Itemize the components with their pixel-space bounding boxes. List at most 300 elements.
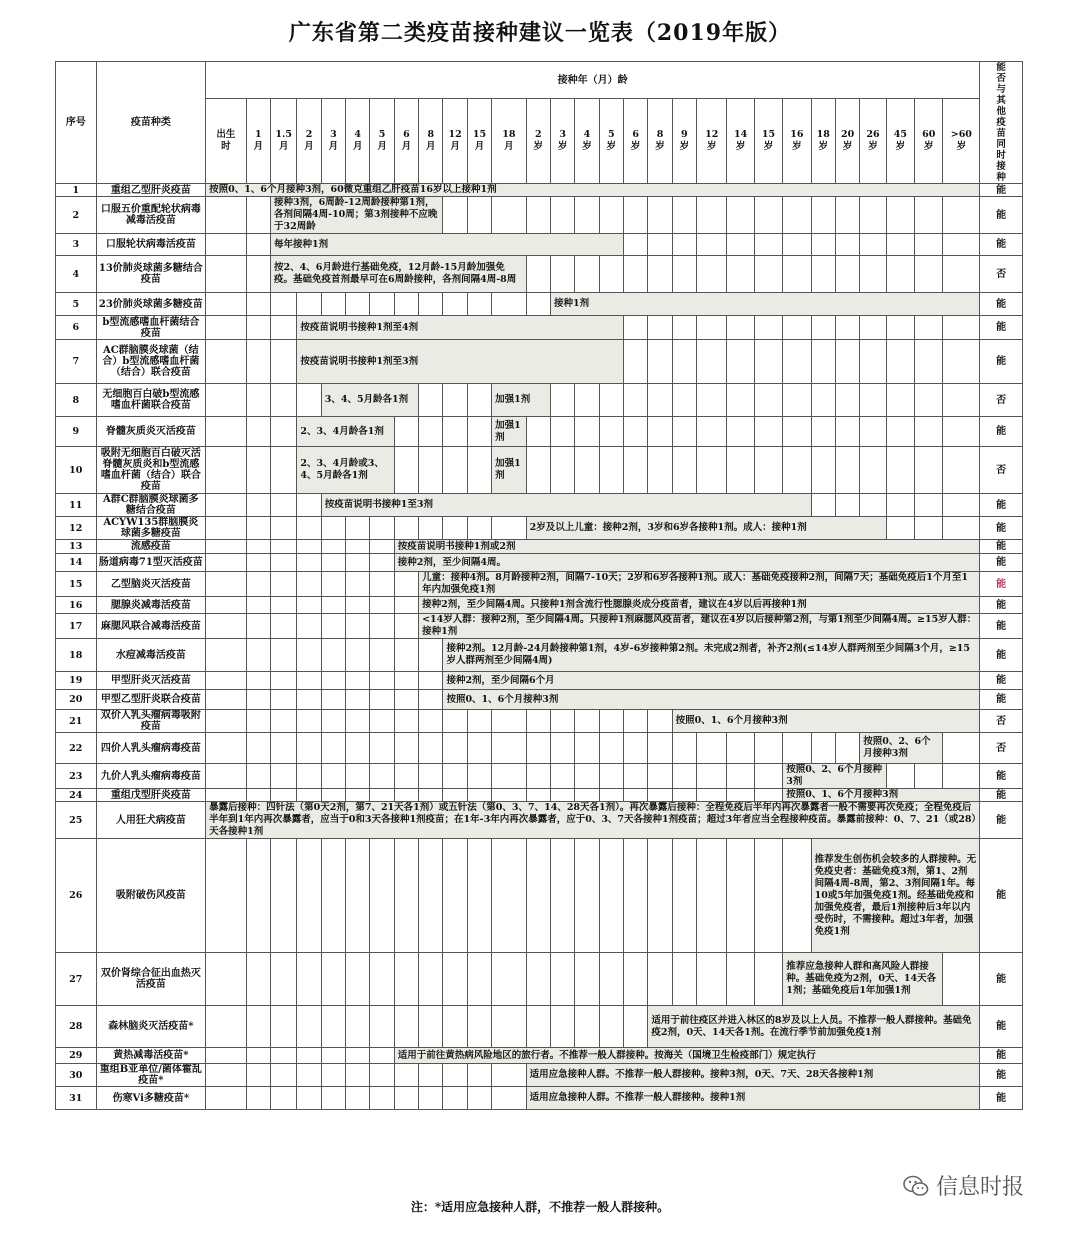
empty-cell <box>297 839 321 953</box>
empty-cell <box>271 710 297 733</box>
empty-cell <box>727 197 754 234</box>
empty-cell <box>550 447 574 494</box>
empty-cell <box>860 256 886 293</box>
empty-cell <box>271 316 297 340</box>
schedule-note: 按疫苗说明书接种1剂至4剂 <box>297 316 624 340</box>
empty-cell <box>526 733 550 764</box>
empty-cell <box>297 764 321 789</box>
header-age-6: 5 月 <box>370 99 394 184</box>
table-row <box>56 540 1023 554</box>
empty-cell <box>467 764 491 789</box>
compat-value: 否 <box>980 447 1023 494</box>
header-age-22: 16 岁 <box>783 99 811 184</box>
empty-cell <box>394 1006 418 1048</box>
empty-cell <box>297 554 321 572</box>
empty-cell <box>246 197 270 234</box>
empty-cell <box>206 839 247 953</box>
vaccine-name: 无细胞百白破b型流感嗜血杆菌联合疫苗 <box>96 384 206 417</box>
empty-cell <box>860 234 886 256</box>
empty-cell <box>443 1087 467 1110</box>
empty-cell <box>370 690 394 710</box>
empty-cell <box>246 384 270 417</box>
empty-cell <box>443 293 467 316</box>
header-age-26: 45 岁 <box>886 99 914 184</box>
table-row <box>56 1064 1023 1087</box>
empty-cell <box>346 572 370 597</box>
empty-cell <box>271 733 297 764</box>
header-age-19: 12 岁 <box>697 99 727 184</box>
schedule-note: 按照0、1、6个月接种3剂 <box>672 710 980 733</box>
empty-cell <box>697 447 727 494</box>
empty-cell <box>811 417 835 447</box>
empty-cell <box>754 234 782 256</box>
table-row <box>56 1006 1023 1048</box>
empty-cell <box>575 447 599 494</box>
empty-cell <box>467 839 491 953</box>
empty-cell <box>886 447 914 494</box>
empty-cell <box>623 953 647 1006</box>
empty-cell <box>623 197 647 234</box>
empty-cell <box>550 384 574 417</box>
empty-cell <box>467 953 491 1006</box>
empty-cell <box>727 764 754 789</box>
header-age-3: 2 月 <box>297 99 321 184</box>
schedule-note: 按照0、1、6个月接种3剂 <box>443 690 980 710</box>
empty-cell <box>697 417 727 447</box>
empty-cell <box>419 710 443 733</box>
empty-cell <box>727 340 754 384</box>
empty-cell <box>492 953 526 1006</box>
empty-cell <box>271 597 297 614</box>
empty-cell <box>943 494 980 517</box>
schedule-note: 按疫苗说明书接种1剂至3剂 <box>297 340 624 384</box>
empty-cell <box>443 1006 467 1048</box>
schedule-note: 按疫苗说明书接种1至3剂 <box>321 494 811 517</box>
empty-cell <box>206 672 247 690</box>
empty-cell <box>246 733 270 764</box>
empty-cell <box>727 447 754 494</box>
empty-cell <box>370 733 394 764</box>
empty-cell <box>492 839 526 953</box>
empty-cell <box>575 953 599 1006</box>
row-number: 18 <box>56 639 97 672</box>
empty-cell <box>394 953 418 1006</box>
vaccine-name: 重组B亚单位/菌体霍乱疫苗* <box>96 1064 206 1087</box>
empty-cell <box>370 1006 394 1048</box>
empty-cell <box>394 764 418 789</box>
empty-cell <box>419 1006 443 1048</box>
empty-cell <box>835 733 859 764</box>
empty-cell <box>575 1006 599 1048</box>
empty-cell <box>727 789 754 802</box>
empty-cell <box>297 494 321 517</box>
vaccine-name: 四价人乳头瘤病毒疫苗 <box>96 733 206 764</box>
empty-cell <box>443 447 467 494</box>
empty-cell <box>321 1006 345 1048</box>
empty-cell <box>271 417 297 447</box>
row-number: 27 <box>56 953 97 1006</box>
empty-cell <box>550 733 574 764</box>
empty-cell <box>467 517 491 540</box>
empty-cell <box>271 764 297 789</box>
row-number: 6 <box>56 316 97 340</box>
empty-cell <box>370 554 394 572</box>
vaccine-name: 13价肺炎球菌多糖结合疫苗 <box>96 256 206 293</box>
empty-cell <box>648 384 672 417</box>
empty-cell <box>783 316 811 340</box>
empty-cell <box>206 494 247 517</box>
empty-cell <box>370 789 394 802</box>
empty-cell <box>943 447 980 494</box>
row-number: 22 <box>56 733 97 764</box>
compat-value: 能 <box>980 839 1023 953</box>
row-number: 20 <box>56 690 97 710</box>
row-number: 28 <box>56 1006 97 1048</box>
empty-cell <box>697 340 727 384</box>
empty-cell <box>297 789 321 802</box>
header-age-15: 5 岁 <box>599 99 623 184</box>
empty-cell <box>754 733 782 764</box>
empty-cell <box>648 953 672 1006</box>
compat-value: 能 <box>980 340 1023 384</box>
empty-cell <box>697 953 727 1006</box>
schedule-note: 接种2剂，至少间隔4周。 <box>394 554 980 572</box>
empty-cell <box>754 256 782 293</box>
empty-cell <box>206 554 247 572</box>
empty-cell <box>246 710 270 733</box>
empty-cell <box>575 256 599 293</box>
header-age-24: 20 岁 <box>835 99 859 184</box>
header-compat: 能 否 与 其 他 疫 苗 同 时 接 种 <box>980 62 1023 184</box>
table-row <box>56 340 1023 384</box>
empty-cell <box>526 839 550 953</box>
schedule-note: 按2、4、6月龄进行基础免疫，12月龄-15月龄加强免疫。基础免疫首剂最早可在6周龄接种，各剂间隔4周-8周 <box>271 256 527 293</box>
table-row <box>56 572 1023 597</box>
vaccine-name: 23价肺炎球菌多糖疫苗 <box>96 293 206 316</box>
empty-cell <box>550 417 574 447</box>
header-age-18: 9 岁 <box>672 99 696 184</box>
vaccine-name: 伤寒Vi多糖疫苗* <box>96 1087 206 1110</box>
empty-cell <box>271 517 297 540</box>
compat-value: 否 <box>980 384 1023 417</box>
empty-cell <box>835 316 859 340</box>
empty-cell <box>246 639 270 672</box>
empty-cell <box>419 690 443 710</box>
empty-cell <box>246 789 270 802</box>
table-row <box>56 447 1023 494</box>
compat-value: 能 <box>980 1087 1023 1110</box>
empty-cell <box>346 690 370 710</box>
empty-cell <box>246 494 270 517</box>
empty-cell <box>370 764 394 789</box>
empty-cell <box>246 554 270 572</box>
empty-cell <box>443 517 467 540</box>
empty-cell <box>648 417 672 447</box>
table-row <box>56 293 1023 316</box>
empty-cell <box>321 639 345 672</box>
compat-value: 能 <box>980 1048 1023 1064</box>
compat-value: 能 <box>980 597 1023 614</box>
empty-cell <box>321 1087 345 1110</box>
empty-cell <box>419 293 443 316</box>
row-number: 14 <box>56 554 97 572</box>
empty-cell <box>370 1064 394 1087</box>
schedule-note: 适用于前往疫区并进入林区的8岁及以上人员。不推荐一般人群接种。基础免疫2剂，0天、14天各1剂。在流行季节前加强免疫1剂 <box>648 1006 980 1048</box>
empty-cell <box>346 1048 370 1064</box>
empty-cell <box>754 197 782 234</box>
empty-cell <box>943 733 980 764</box>
empty-cell <box>206 690 247 710</box>
empty-cell <box>811 733 835 764</box>
row-number: 29 <box>56 1048 97 1064</box>
empty-cell <box>246 1006 270 1048</box>
table-row <box>56 690 1023 710</box>
empty-cell <box>648 839 672 953</box>
empty-cell <box>246 953 270 1006</box>
vaccine-name: 吸附破伤风疫苗 <box>96 839 206 953</box>
empty-cell <box>550 789 574 802</box>
empty-cell <box>835 234 859 256</box>
empty-cell <box>811 197 835 234</box>
empty-cell <box>246 517 270 540</box>
empty-cell <box>575 839 599 953</box>
empty-cell <box>271 1064 297 1087</box>
empty-cell <box>370 517 394 540</box>
empty-cell <box>321 839 345 953</box>
empty-cell <box>321 540 345 554</box>
empty-cell <box>943 384 980 417</box>
empty-cell <box>526 256 550 293</box>
empty-cell <box>783 197 811 234</box>
empty-cell <box>697 234 727 256</box>
empty-cell <box>915 447 943 494</box>
empty-cell <box>886 256 914 293</box>
row-number: 11 <box>56 494 97 517</box>
empty-cell <box>321 789 345 802</box>
empty-cell <box>492 1087 526 1110</box>
empty-cell <box>754 839 782 953</box>
empty-cell <box>370 614 394 639</box>
empty-cell <box>623 764 647 789</box>
empty-cell <box>467 1087 491 1110</box>
schedule-note: 推荐应急接种人群和高风险人群接种。基础免疫为2剂，0天、14天各1剂；基础免疫后1年加强1剂 <box>783 953 943 1006</box>
empty-cell <box>321 710 345 733</box>
empty-cell <box>754 953 782 1006</box>
empty-cell <box>206 733 247 764</box>
empty-cell <box>727 256 754 293</box>
table-row <box>56 672 1023 690</box>
empty-cell <box>246 839 270 953</box>
empty-cell <box>886 316 914 340</box>
empty-cell <box>394 672 418 690</box>
empty-cell <box>672 256 696 293</box>
empty-cell <box>672 839 696 953</box>
header-age-16: 6 岁 <box>623 99 647 184</box>
vaccine-name: 黄热减毒活疫苗* <box>96 1048 206 1064</box>
header-age-25: 26 岁 <box>860 99 886 184</box>
empty-cell <box>599 789 623 802</box>
table-row <box>56 417 1023 447</box>
empty-cell <box>835 256 859 293</box>
empty-cell <box>623 417 647 447</box>
compat-value: 能 <box>980 540 1023 554</box>
empty-cell <box>526 293 550 316</box>
empty-cell <box>443 417 467 447</box>
empty-cell <box>246 540 270 554</box>
empty-cell <box>271 1006 297 1048</box>
empty-cell <box>394 293 418 316</box>
empty-cell <box>550 839 574 953</box>
row-number: 16 <box>56 597 97 614</box>
compat-value: 能 <box>980 316 1023 340</box>
empty-cell <box>697 733 727 764</box>
schedule-note: <14岁人群：接种2剂，至少间隔4周。只接种1剂麻腮风疫苗者，建议在4岁以后接种第2剂，与第1剂至少间隔4周。≥15岁人群：接种1剂 <box>419 614 980 639</box>
empty-cell <box>370 839 394 953</box>
empty-cell <box>246 1087 270 1110</box>
schedule-note: 2、3、4月龄或3、4、5月龄各1剂 <box>297 447 394 494</box>
empty-cell <box>297 953 321 1006</box>
empty-cell <box>783 234 811 256</box>
vaccine-name: 乙型脑炎灭活疫苗 <box>96 572 206 597</box>
empty-cell <box>599 1006 623 1048</box>
row-number: 26 <box>56 839 97 953</box>
empty-cell <box>860 447 886 494</box>
empty-cell <box>943 517 980 540</box>
empty-cell <box>943 256 980 293</box>
header-age-7: 6 月 <box>394 99 418 184</box>
header-age-21: 15 岁 <box>754 99 782 184</box>
empty-cell <box>915 234 943 256</box>
empty-cell <box>835 447 859 494</box>
empty-cell <box>346 1006 370 1048</box>
empty-cell <box>321 1048 345 1064</box>
empty-cell <box>648 340 672 384</box>
empty-cell <box>321 554 345 572</box>
empty-cell <box>575 789 599 802</box>
header-age-group: 接种年（月）龄 <box>206 62 980 99</box>
empty-cell <box>526 1006 550 1048</box>
empty-cell <box>206 953 247 1006</box>
compat-value: 能 <box>980 953 1023 1006</box>
empty-cell <box>467 447 491 494</box>
empty-cell <box>321 733 345 764</box>
empty-cell <box>321 953 345 1006</box>
empty-cell <box>246 316 270 340</box>
empty-cell <box>271 447 297 494</box>
empty-cell <box>206 639 247 672</box>
empty-cell <box>860 384 886 417</box>
empty-cell <box>271 1087 297 1110</box>
compat-value: 否 <box>980 256 1023 293</box>
empty-cell <box>623 710 647 733</box>
empty-cell <box>672 384 696 417</box>
empty-cell <box>419 1064 443 1087</box>
empty-cell <box>346 293 370 316</box>
empty-cell <box>467 293 491 316</box>
empty-cell <box>246 597 270 614</box>
empty-cell <box>206 256 247 293</box>
empty-cell <box>943 340 980 384</box>
empty-cell <box>297 597 321 614</box>
empty-cell <box>943 417 980 447</box>
empty-cell <box>443 1064 467 1087</box>
empty-cell <box>727 839 754 953</box>
empty-cell <box>370 1087 394 1110</box>
empty-cell <box>206 447 247 494</box>
empty-cell <box>697 256 727 293</box>
empty-cell <box>492 1006 526 1048</box>
empty-cell <box>915 494 943 517</box>
compat-value: 能 <box>980 554 1023 572</box>
empty-cell <box>550 953 574 1006</box>
row-number: 8 <box>56 384 97 417</box>
compat-value: 能 <box>980 764 1023 789</box>
empty-cell <box>783 256 811 293</box>
empty-cell <box>697 384 727 417</box>
schedule-note: 加强1剂 <box>492 417 526 447</box>
empty-cell <box>206 597 247 614</box>
row-number: 30 <box>56 1064 97 1087</box>
header-age-4: 3 月 <box>321 99 345 184</box>
empty-cell <box>346 614 370 639</box>
vaccine-name: ACYW135群脑膜炎球菌多糖疫苗 <box>96 517 206 540</box>
empty-cell <box>727 417 754 447</box>
empty-cell <box>321 1064 345 1087</box>
empty-cell <box>206 1006 247 1048</box>
empty-cell <box>575 710 599 733</box>
empty-cell <box>492 1064 526 1087</box>
empty-cell <box>599 417 623 447</box>
vaccine-name: 重组乙型肝炎疫苗 <box>96 184 206 197</box>
empty-cell <box>783 384 811 417</box>
empty-cell <box>943 197 980 234</box>
empty-cell <box>697 789 727 802</box>
empty-cell <box>811 340 835 384</box>
empty-cell <box>754 340 782 384</box>
empty-cell <box>394 517 418 540</box>
vaccine-name: 口服轮状病毒活疫苗 <box>96 234 206 256</box>
table-row <box>56 639 1023 672</box>
compat-value: 能 <box>980 1006 1023 1048</box>
header-age-13: 3 岁 <box>550 99 574 184</box>
empty-cell <box>526 447 550 494</box>
empty-cell <box>271 293 297 316</box>
vaccine-name: 麻腮风联合减毒活疫苗 <box>96 614 206 639</box>
empty-cell <box>550 764 574 789</box>
empty-cell <box>394 639 418 672</box>
row-number: 17 <box>56 614 97 639</box>
empty-cell <box>394 447 418 494</box>
empty-cell <box>419 384 443 417</box>
empty-cell <box>860 197 886 234</box>
empty-cell <box>394 839 418 953</box>
empty-cell <box>346 710 370 733</box>
empty-cell <box>370 953 394 1006</box>
empty-cell <box>297 540 321 554</box>
empty-cell <box>623 733 647 764</box>
row-number: 25 <box>56 802 97 839</box>
empty-cell <box>206 293 247 316</box>
header-age-0: 出生 时 <box>206 99 247 184</box>
empty-cell <box>915 417 943 447</box>
table-row <box>56 953 1023 1006</box>
empty-cell <box>467 733 491 764</box>
empty-cell <box>419 953 443 1006</box>
empty-cell <box>526 789 550 802</box>
empty-cell <box>526 710 550 733</box>
row-number: 2 <box>56 197 97 234</box>
empty-cell <box>492 517 526 540</box>
